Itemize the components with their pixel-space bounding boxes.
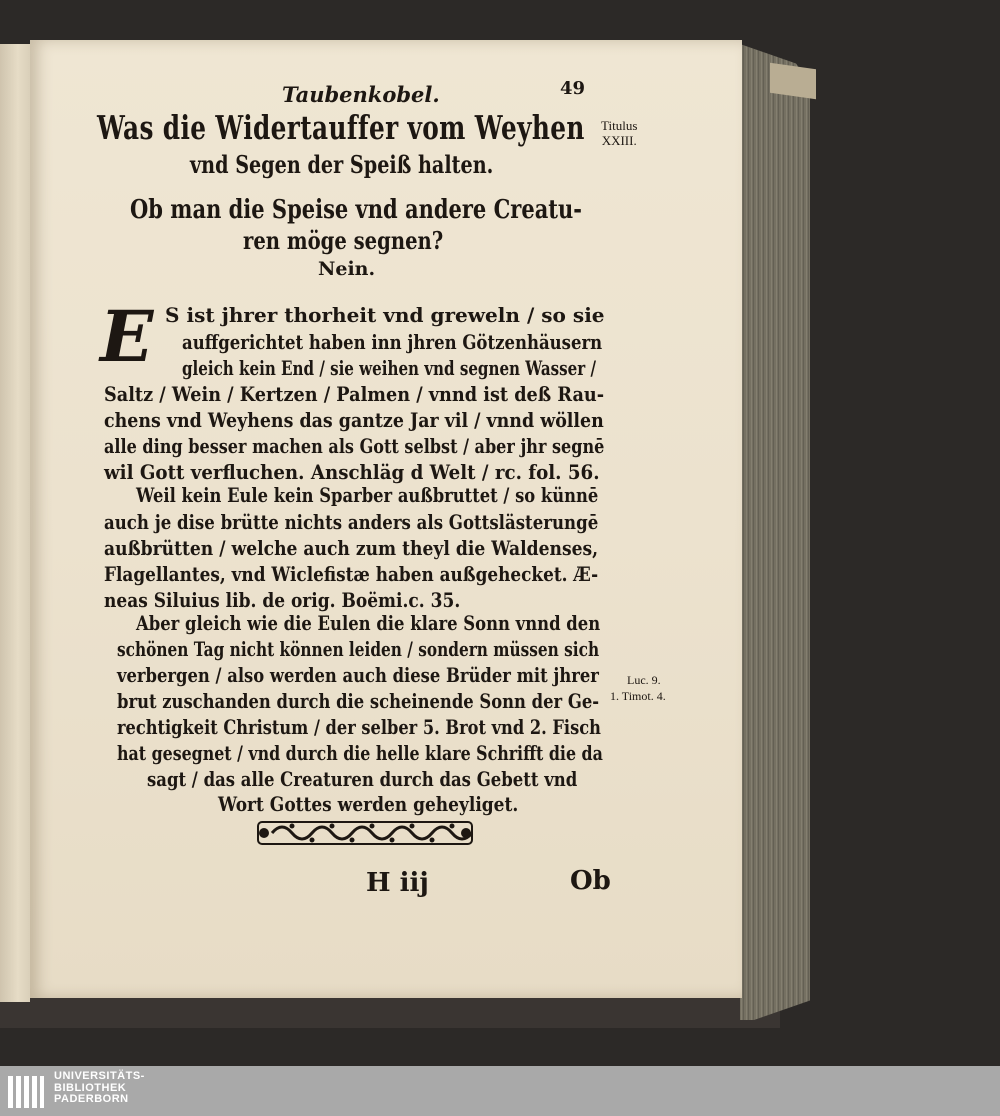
library-name-line: UNIVERSITÄTS-	[54, 1070, 145, 1082]
body-line: außbrütten / welche auch zum theyl die Waldenses,	[104, 537, 599, 560]
body-line: auch je dise brütte nichts anders als Gottslästerungē	[104, 511, 599, 534]
heading-line: Ob man die Speise vnd andere Creatu-	[130, 195, 582, 225]
library-footer	[0, 1066, 1000, 1116]
body-line: Weil kein Eule kein Sparber außbruttet / so künnē	[136, 484, 599, 507]
body-line: rechtigkeit Christum / der selber 5. Brot vnd 2. Fisch	[117, 716, 601, 739]
ornament-band	[252, 814, 478, 852]
library-name-line: BIBLIOTHEK	[54, 1081, 127, 1094]
body-line: hat gesegnet / vnd durch die helle klare Schrifft die da	[117, 742, 603, 765]
running-head: Taubenkobel.	[282, 82, 440, 107]
body-line: verbergen / also werden auch diese Brüder mit jhrer	[117, 664, 599, 687]
body-line: Flagellantes, vnd Wiclefistæ haben außgehecket. Æ-	[104, 563, 599, 586]
body-line: Aber gleich wie die Eulen die klare Sonn vnnd den	[136, 612, 601, 635]
heading-line: Nein.	[318, 258, 376, 280]
heading-line: Was die Widertauffer vom Weyhen	[97, 108, 585, 147]
book-bottom-edge	[0, 998, 780, 1028]
margin-titulus-line: Titulus	[601, 118, 638, 133]
margin-titulus-line: XXIII.	[601, 133, 637, 148]
body-line: gleich kein End / sie weihen vnd segnen Wasser /	[182, 357, 596, 380]
body-line: chens vnd Weyhens das gantze Jar vil / vnnd wöllen	[104, 409, 604, 432]
heading-line: ren möge segnen?	[243, 226, 444, 255]
body-line: Saltz / Wein / Kertzen / Palmen / vnnd ist deß Rau-	[104, 383, 605, 406]
body-line: brut zuschanden durch die scheinende Sonn der Ge-	[117, 690, 600, 713]
body-line: sagt / das alle Creaturen durch das Gebett vnd	[147, 768, 578, 791]
body-line: schönen Tag nicht können leiden / sondern müssen sich	[117, 638, 600, 661]
body-line: neas Siluius lib. de orig. Boëmi.c. 35.	[104, 589, 461, 612]
catchword: Ob	[570, 866, 611, 896]
body-line: auffgerichtet haben inn jhren Götzenhäusern	[182, 331, 603, 354]
page-block-top	[770, 63, 816, 99]
margin-titulus	[601, 118, 637, 148]
body-line: S ist jhrer thorheit vnd greweln / so sie	[165, 304, 605, 327]
body-line: wil Gott verfluchen. Anschläg d Welt / rc. fol. 56.	[104, 461, 600, 484]
library-logo-icon	[6, 1072, 46, 1112]
left-page-edge	[0, 44, 30, 1002]
library-name	[54, 1071, 145, 1106]
decorated-initial: E	[100, 295, 154, 378]
library-name-line: PADERBORN	[54, 1093, 129, 1105]
margin-note: Luc. 9.	[627, 673, 661, 687]
heading-line: vnd Segen der Speiß halten.	[190, 150, 494, 179]
body-line: Wort Gottes werden geheyliget.	[218, 793, 519, 816]
margin-note: 1. Timot. 4.	[610, 689, 666, 703]
page-block-edge	[740, 44, 810, 1020]
folio-number: 49	[560, 78, 586, 99]
body-line: alle ding besser machen als Gott selbst / aber jhr segnē	[104, 435, 605, 458]
signature-mark: H iij	[366, 868, 429, 898]
